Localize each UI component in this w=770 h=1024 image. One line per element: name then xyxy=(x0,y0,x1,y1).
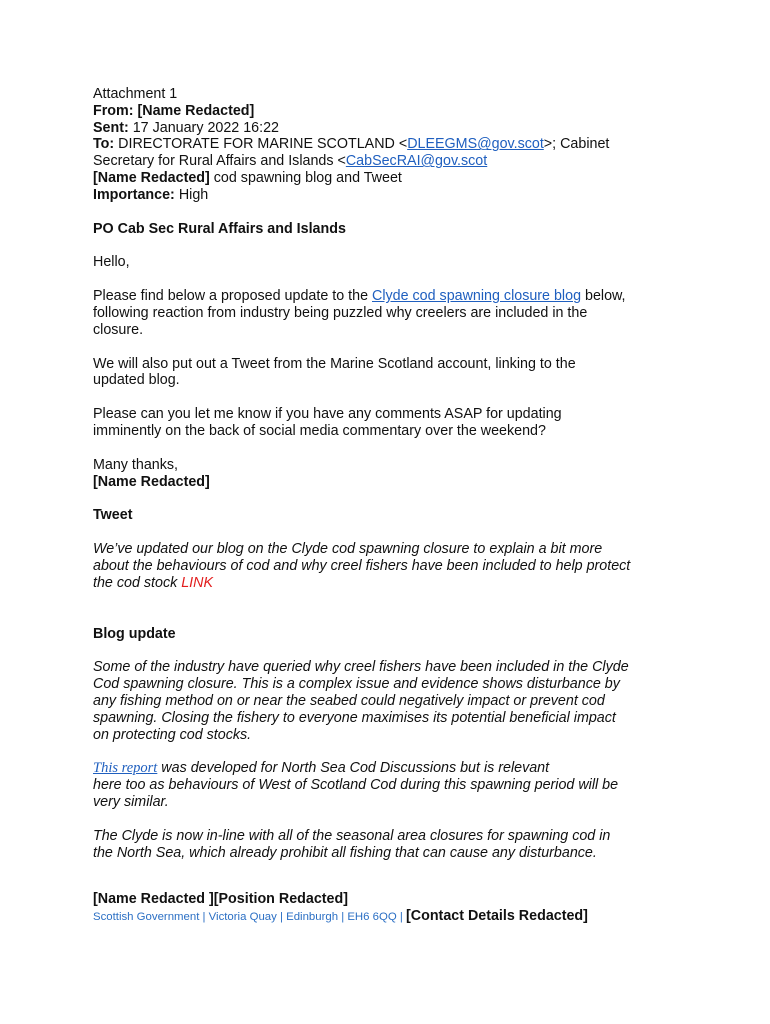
paragraph-1 xyxy=(93,288,693,338)
tweet-heading: Tweet xyxy=(93,507,133,524)
signature-name-position: [Name Redacted ][Position Redacted] xyxy=(93,891,349,908)
importance-line xyxy=(93,187,693,204)
greeting: Hello, xyxy=(93,254,130,271)
blog-p2-line2: here too as behaviours of West of Scotland Cod during this spawning period will be xyxy=(93,777,619,794)
email-document xyxy=(93,86,693,926)
paragraph-2 xyxy=(93,356,693,390)
tweet-line1: We’ve updated our blog on the Clyde cod spawning closure to explain a bit more xyxy=(93,541,603,558)
blog-paragraph-3 xyxy=(93,828,693,862)
tweet-line3: the cod stock xyxy=(93,574,182,591)
blog-paragraph-2 xyxy=(93,760,693,810)
p1-line3: closure. xyxy=(93,321,144,338)
subject-line xyxy=(93,170,693,187)
importance-label: Importance: xyxy=(93,186,175,203)
from-label: From: xyxy=(93,102,134,119)
to-line2-prefix: Secretary for Rural Affairs and Islands < xyxy=(93,153,346,170)
blog-p1-line4: spawning. Closing the fishery to everyone maximises its potential beneficial impact xyxy=(93,709,616,726)
tweet-line2: about the behaviours of cod and why creel fishers have been included to help protect xyxy=(93,557,631,574)
blog-p3-line1: The Clyde is now in-line with all of the seasonal area closures for spawning cod in xyxy=(93,827,611,844)
blog-p1-line2: Cod spawning closure. This is a complex issue and evidence shows disturbance by xyxy=(93,676,620,693)
blog-p2-line3: very similar. xyxy=(93,793,169,810)
report-link[interactable]: This report xyxy=(93,760,158,777)
sent-value: 17 January 2022 16:22 xyxy=(132,119,279,136)
to-email-link-1[interactable]: DLEEGMS@gov.scot xyxy=(407,136,544,153)
blog-p1-line5: on protecting cod stocks. xyxy=(93,726,252,743)
to-label: To: xyxy=(93,136,115,153)
to-prefix: DIRECTORATE FOR MARINE SCOTLAND < xyxy=(118,136,408,153)
blog-p3-line2: the North Sea, which already prohibit all fishing that can cause any disturbance. xyxy=(93,844,597,861)
paragraph-3 xyxy=(93,406,693,440)
blog-link[interactable]: Clyde cod spawning closure blog xyxy=(372,288,582,305)
addressee: PO Cab Sec Rural Affairs and Islands xyxy=(93,220,346,237)
tweet-link-placeholder: LINK xyxy=(181,574,214,591)
p1-after: below, xyxy=(581,288,626,305)
sign-off xyxy=(93,457,693,491)
p1-line2: following reaction from industry being puzzled why creelers are included in the xyxy=(93,304,588,321)
blog-p2-line1: was developed for North Sea Cod Discussions but is relevant xyxy=(157,760,550,777)
tweet-text xyxy=(93,541,693,591)
blog-p1-line1: Some of the industry have queried why creel fishers have been included in the Clyde xyxy=(93,659,629,676)
blog-heading: Blog update xyxy=(93,625,176,642)
p3-line2: imminently on the back of social media commentary over the weekend? xyxy=(93,422,546,439)
attachment-label: Attachment 1 xyxy=(93,86,178,102)
p3-line1: Please can you let me know if you have any comments ASAP for updating xyxy=(93,406,562,423)
p2-line1: We will also put out a Tweet from the Marine Scotland account, linking to the xyxy=(93,355,576,372)
importance-value: High xyxy=(178,186,209,203)
signature-contact: [Contact Details Redacted] xyxy=(406,908,588,925)
subject-text: cod spawning blog and Tweet xyxy=(209,169,402,186)
blog-p1-line3: any fishing method on or near the seabed could negatively impact or prevent cod xyxy=(93,692,605,709)
signature-block xyxy=(93,891,693,926)
to-mid: >; Cabinet xyxy=(543,136,610,153)
to-email-link-2[interactable]: CabSecRAI@gov.scot xyxy=(345,153,488,170)
sender-name: [Name Redacted] xyxy=(93,473,210,490)
from-value: [Name Redacted] xyxy=(137,102,255,119)
subject-bold: [Name Redacted] xyxy=(93,169,210,186)
sent-line xyxy=(93,120,693,137)
thanks: Many thanks, xyxy=(93,456,179,473)
sent-label: Sent: xyxy=(93,119,129,136)
signature-org-line: Scottish Government | Victoria Quay | Edinburgh | EH6 6QQ | xyxy=(93,911,406,924)
p1-before: Please find below a proposed update to the xyxy=(93,288,372,305)
from-line xyxy=(93,103,693,120)
to-line-2 xyxy=(93,153,693,170)
p2-line2: updated blog. xyxy=(93,372,180,389)
blog-paragraph-1 xyxy=(93,659,693,743)
to-line xyxy=(93,136,693,153)
